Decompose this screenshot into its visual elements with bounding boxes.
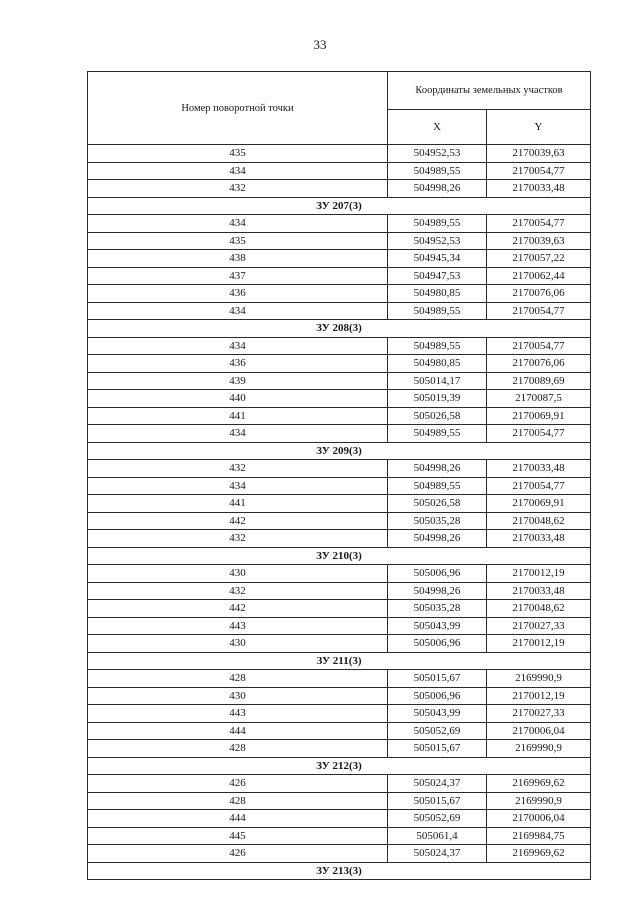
point-number-cell: 440 (88, 390, 388, 408)
table-row (88, 600, 591, 618)
table-row (88, 670, 591, 688)
point-number-cell: 444 (88, 722, 388, 740)
point-number-cell: 442 (88, 600, 388, 618)
table-row (88, 845, 591, 863)
point-number-cell: 434 (88, 302, 388, 320)
x-coordinate-cell: 504952,53 (388, 232, 487, 250)
table-row (88, 495, 591, 513)
y-coordinate-cell: 2170089,69 (487, 372, 591, 390)
y-column-header: Y (487, 110, 591, 145)
point-number-cell: 434 (88, 477, 388, 495)
point-number-cell: 441 (88, 495, 388, 513)
table-row (88, 215, 591, 233)
x-coordinate-cell: 505006,96 (388, 565, 487, 583)
table-row (88, 617, 591, 635)
y-coordinate-cell: 2170012,19 (487, 565, 591, 583)
section-title: ЗУ 213(3) (88, 862, 591, 880)
table-row (88, 425, 591, 443)
table-row (88, 337, 591, 355)
point-number-cell: 432 (88, 460, 388, 478)
point-number-cell: 444 (88, 810, 388, 828)
y-coordinate-cell: 2170048,62 (487, 600, 591, 618)
y-coordinate-cell: 2170054,77 (487, 337, 591, 355)
x-coordinate-cell: 504989,55 (388, 162, 487, 180)
y-coordinate-cell: 2170054,77 (487, 162, 591, 180)
y-coordinate-cell: 2169984,75 (487, 827, 591, 845)
section-title-row (88, 757, 591, 775)
x-coordinate-cell: 505043,99 (388, 617, 487, 635)
y-coordinate-cell: 2170027,33 (487, 617, 591, 635)
x-coordinate-cell: 504980,85 (388, 285, 487, 303)
y-coordinate-cell: 2170006,04 (487, 810, 591, 828)
x-coordinate-cell: 504998,26 (388, 530, 487, 548)
point-number-cell: 443 (88, 705, 388, 723)
y-coordinate-cell: 2169990,9 (487, 670, 591, 688)
point-number-cell: 430 (88, 565, 388, 583)
y-coordinate-cell: 2170039,63 (487, 232, 591, 250)
section-title-row (88, 320, 591, 338)
point-number-cell: 428 (88, 792, 388, 810)
point-number-cell: 435 (88, 145, 388, 163)
section-title-row (88, 197, 591, 215)
table-row (88, 582, 591, 600)
table-row (88, 687, 591, 705)
section-title: ЗУ 210(3) (88, 547, 591, 565)
x-coordinate-cell: 504947,53 (388, 267, 487, 285)
y-coordinate-cell: 2170054,77 (487, 425, 591, 443)
x-coordinate-cell: 504998,26 (388, 582, 487, 600)
point-number-cell: 430 (88, 635, 388, 653)
y-coordinate-cell: 2169990,9 (487, 792, 591, 810)
table-row (88, 775, 591, 793)
table-header (88, 72, 591, 145)
table-row (88, 250, 591, 268)
point-number-header: Номер поворотной точки (88, 72, 388, 145)
x-coordinate-cell: 504945,34 (388, 250, 487, 268)
y-coordinate-cell: 2170057,22 (487, 250, 591, 268)
x-coordinate-cell: 505015,67 (388, 670, 487, 688)
x-coordinate-cell: 504989,55 (388, 337, 487, 355)
point-number-cell: 439 (88, 372, 388, 390)
point-number-cell: 428 (88, 740, 388, 758)
coordinates-header: Координаты земельных участков (388, 72, 591, 110)
x-coordinate-cell: 505019,39 (388, 390, 487, 408)
section-title: ЗУ 207(3) (88, 197, 591, 215)
table-row (88, 407, 591, 425)
y-coordinate-cell: 2170033,48 (487, 582, 591, 600)
section-title-row (88, 862, 591, 880)
table-body (88, 145, 591, 880)
y-coordinate-cell: 2170039,63 (487, 145, 591, 163)
y-coordinate-cell: 2170054,77 (487, 215, 591, 233)
section-title-row (88, 652, 591, 670)
x-coordinate-cell: 505052,69 (388, 722, 487, 740)
point-number-cell: 438 (88, 250, 388, 268)
point-number-cell: 432 (88, 582, 388, 600)
x-coordinate-cell: 505024,37 (388, 845, 487, 863)
y-coordinate-cell: 2170076,06 (487, 285, 591, 303)
y-coordinate-cell: 2169990,9 (487, 740, 591, 758)
point-number-cell: 426 (88, 775, 388, 793)
point-number-cell: 434 (88, 162, 388, 180)
table-row (88, 722, 591, 740)
table-row (88, 810, 591, 828)
y-coordinate-cell: 2170087,5 (487, 390, 591, 408)
table-row (88, 477, 591, 495)
x-coordinate-cell: 504952,53 (388, 145, 487, 163)
x-coordinate-cell: 504989,55 (388, 477, 487, 495)
point-number-cell: 434 (88, 215, 388, 233)
y-coordinate-cell: 2170012,19 (487, 687, 591, 705)
table-row (88, 232, 591, 250)
table-row (88, 705, 591, 723)
y-coordinate-cell: 2170054,77 (487, 302, 591, 320)
x-coordinate-cell: 504989,55 (388, 302, 487, 320)
table-row (88, 792, 591, 810)
y-coordinate-cell: 2170033,48 (487, 180, 591, 198)
point-number-cell: 428 (88, 670, 388, 688)
x-coordinate-cell: 504998,26 (388, 460, 487, 478)
x-coordinate-cell: 505043,99 (388, 705, 487, 723)
point-number-cell: 437 (88, 267, 388, 285)
point-number-cell: 441 (88, 407, 388, 425)
x-column-header: X (388, 110, 487, 145)
x-coordinate-cell: 505015,67 (388, 792, 487, 810)
table-row (88, 145, 591, 163)
x-coordinate-cell: 505061,4 (388, 827, 487, 845)
table-row (88, 460, 591, 478)
y-coordinate-cell: 2170027,33 (487, 705, 591, 723)
section-title: ЗУ 208(3) (88, 320, 591, 338)
x-coordinate-cell: 504989,55 (388, 425, 487, 443)
y-coordinate-cell: 2169969,62 (487, 845, 591, 863)
page-number: 33 (313, 37, 327, 52)
table-row (88, 565, 591, 583)
x-coordinate-cell: 505006,96 (388, 687, 487, 705)
coordinates-table (87, 71, 591, 880)
x-coordinate-cell: 505015,67 (388, 740, 487, 758)
point-number-cell: 430 (88, 687, 388, 705)
point-number-cell: 436 (88, 355, 388, 373)
x-coordinate-cell: 505035,28 (388, 512, 487, 530)
y-coordinate-cell: 2169969,62 (487, 775, 591, 793)
section-title-row (88, 442, 591, 460)
table-row (88, 512, 591, 530)
point-number-cell: 443 (88, 617, 388, 635)
x-coordinate-cell: 505024,37 (388, 775, 487, 793)
y-coordinate-cell: 2170062,44 (487, 267, 591, 285)
section-title: ЗУ 211(3) (88, 652, 591, 670)
y-coordinate-cell: 2170006,04 (487, 722, 591, 740)
x-coordinate-cell: 505026,58 (388, 407, 487, 425)
x-coordinate-cell: 504998,26 (388, 180, 487, 198)
section-title: ЗУ 212(3) (88, 757, 591, 775)
point-number-cell: 445 (88, 827, 388, 845)
table-row (88, 302, 591, 320)
table-row (88, 372, 591, 390)
table-row (88, 267, 591, 285)
table-row (88, 740, 591, 758)
y-coordinate-cell: 2170069,91 (487, 495, 591, 513)
y-coordinate-cell: 2170054,77 (487, 477, 591, 495)
section-title-row (88, 547, 591, 565)
table-row (88, 355, 591, 373)
x-coordinate-cell: 505014,17 (388, 372, 487, 390)
point-number-cell: 435 (88, 232, 388, 250)
x-coordinate-cell: 505006,96 (388, 635, 487, 653)
point-number-cell: 442 (88, 512, 388, 530)
y-coordinate-cell: 2170069,91 (487, 407, 591, 425)
y-coordinate-cell: 2170033,48 (487, 530, 591, 548)
table-row (88, 390, 591, 408)
x-coordinate-cell: 504980,85 (388, 355, 487, 373)
point-number-cell: 432 (88, 180, 388, 198)
table-row (88, 635, 591, 653)
y-coordinate-cell: 2170033,48 (487, 460, 591, 478)
x-coordinate-cell: 505035,28 (388, 600, 487, 618)
table-row (88, 285, 591, 303)
section-title: ЗУ 209(3) (88, 442, 591, 460)
point-number-cell: 434 (88, 337, 388, 355)
table-row (88, 827, 591, 845)
table-row (88, 530, 591, 548)
y-coordinate-cell: 2170012,19 (487, 635, 591, 653)
x-coordinate-cell: 504989,55 (388, 215, 487, 233)
table-row (88, 162, 591, 180)
point-number-cell: 426 (88, 845, 388, 863)
x-coordinate-cell: 505026,58 (388, 495, 487, 513)
y-coordinate-cell: 2170076,06 (487, 355, 591, 373)
y-coordinate-cell: 2170048,62 (487, 512, 591, 530)
x-coordinate-cell: 505052,69 (388, 810, 487, 828)
point-number-cell: 434 (88, 425, 388, 443)
point-number-cell: 436 (88, 285, 388, 303)
point-number-cell: 432 (88, 530, 388, 548)
table-row (88, 180, 591, 198)
